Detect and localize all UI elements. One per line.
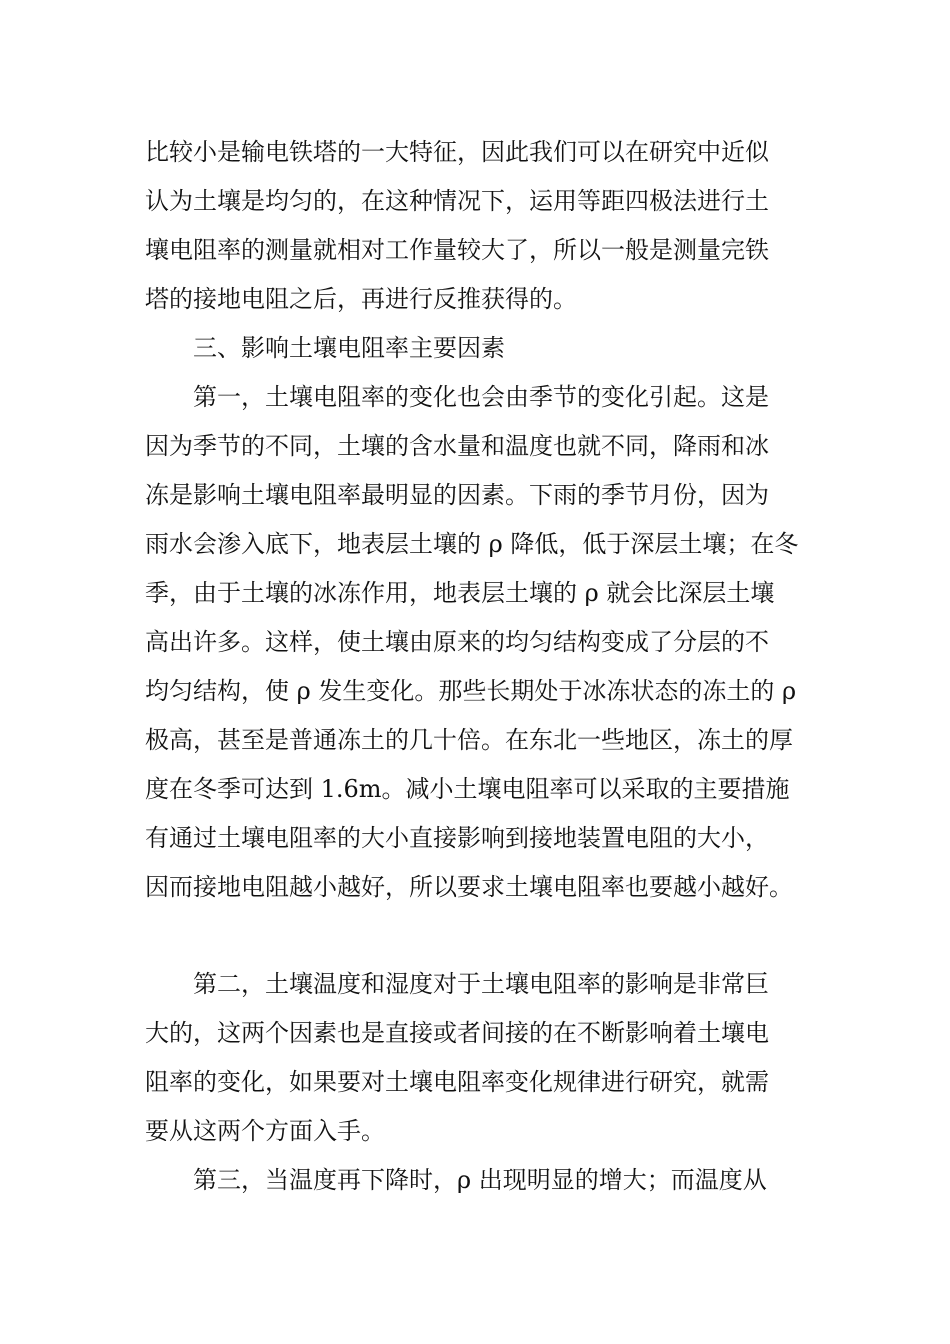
text-line: 冻是影响土壤电阻率最明显的因素。下雨的季节月份，因为 (145, 481, 769, 509)
text-line: 第一，土壤电阻率的变化也会由季节的变化引起。这是 (193, 383, 769, 411)
text-line: 比较小是输电铁塔的一大特征，因此我们可以在研究中近似 (145, 138, 769, 166)
text-line: 极高，甚至是普通冻土的几十倍。在东北一些地区，冻土的厚 (145, 726, 793, 754)
text-line: 均匀结构，使 ρ 发生变化。那些长期处于冰冻状态的冻土的 ρ (145, 677, 797, 705)
paragraph-intro (145, 128, 825, 324)
text-line: 因为季节的不同，土壤的含水量和温度也就不同，降雨和冰 (145, 432, 769, 460)
text-line: 壤电阻率的测量就相对工作量较大了，所以一般是测量完铁 (145, 236, 769, 264)
text-line: 认为土壤是均匀的，在这种情况下，运用等距四极法进行土 (145, 187, 769, 215)
text-line: 塔的接地电阻之后，再进行反推获得的。 (145, 285, 577, 313)
document-body (145, 128, 825, 1205)
text-line: 高出许多。这样，使土壤由原来的均匀结构变成了分层的不 (145, 628, 769, 656)
paragraph-spacer (145, 912, 825, 960)
paragraph-second-factor (145, 960, 825, 1156)
text-line: 大的，这两个因素也是直接或者间接的在不断影响着土壤电 (145, 1019, 769, 1047)
paragraph-first-factor (145, 373, 825, 912)
section-heading: 三、影响土壤电阻率主要因素 (193, 334, 505, 362)
text-line: 第二，土壤温度和湿度对于土壤电阻率的影响是非常巨 (193, 970, 769, 998)
text-line: 第三，当温度再下降时，ρ 出现明显的增大；而温度从 (193, 1166, 767, 1194)
text-line: 雨水会渗入底下，地表层土壤的 ρ 降低，低于深层土壤；在冬 (145, 530, 799, 558)
text-line: 因而接地电阻越小越好，所以要求土壤电阻率也要越小越好。 (145, 873, 793, 901)
text-line: 有通过土壤电阻率的大小直接影响到接地装置电阻的大小， (145, 824, 769, 852)
text-line: 要从这两个方面入手。 (145, 1117, 385, 1145)
text-line: 度在冬季可达到 1.6m。减小土壤电阻率可以采取的主要措施 (145, 775, 790, 803)
text-line: 阻率的变化，如果要对土壤电阻率变化规律进行研究，就需 (145, 1068, 769, 1096)
text-line: 季，由于土壤的冰冻作用，地表层土壤的 ρ 就会比深层土壤 (145, 579, 775, 607)
paragraph-third-factor (145, 1156, 825, 1205)
